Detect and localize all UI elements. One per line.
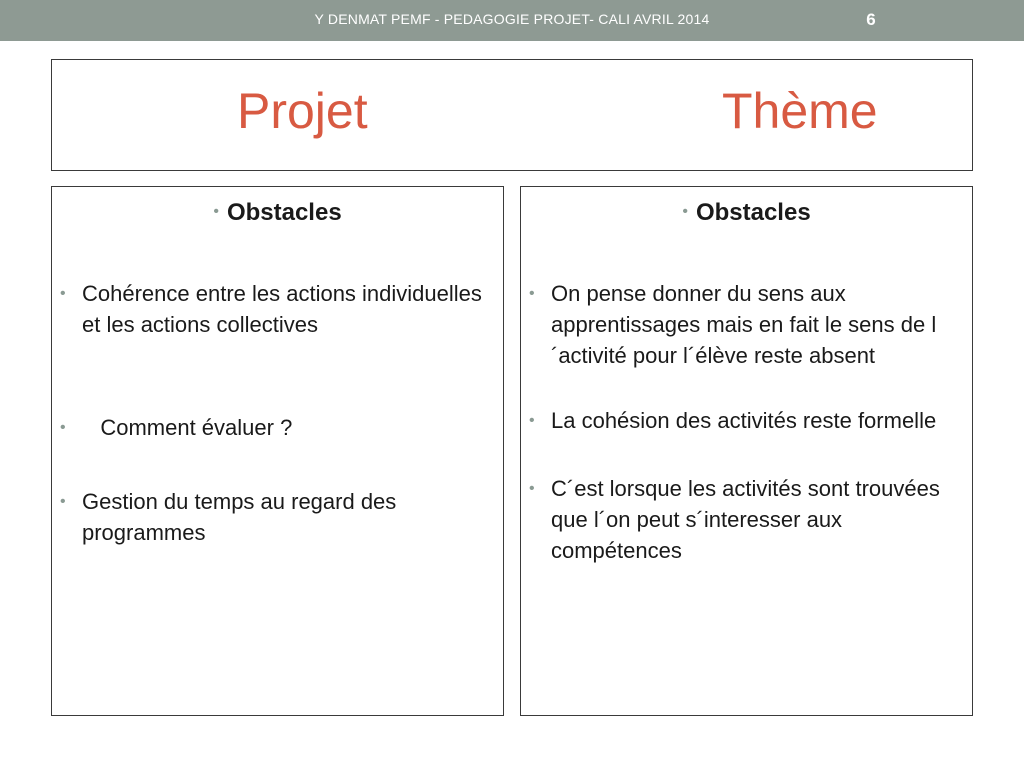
slide-header-bar [0,0,1024,41]
left-item-text: Cohérence entre les actions individuelles et les actions collectives [82,281,482,337]
bullet-icon: • [60,493,66,510]
right-item-text: On pense donner du sens aux apprentissages mais en fait le sens de l´activité pour l´élève reste absent [551,281,937,368]
left-item-text: Comment évaluer ? [82,415,293,440]
title-box [51,59,973,171]
bullet-icon: • [529,480,535,497]
bullet-icon: • [213,203,219,220]
bullet-icon: • [60,285,66,302]
right-list-item [529,405,961,436]
left-item-text: Gestion du temps au regard des programmes [82,489,397,545]
bullet-icon: • [60,419,66,436]
header-caption: Y DENMAT PEMF - PEDAGOGIE PROJET- CALI AVRIL 2014 [314,11,710,27]
left-list-item [60,278,482,340]
left-list-item [60,486,482,548]
right-item-text: La cohésion des activités reste formelle [551,408,937,433]
bullet-icon: • [682,203,688,220]
left-column-heading [52,199,503,227]
right-list-item [529,278,961,371]
title-projet: Projet [237,83,368,139]
right-list-item [529,473,961,566]
bullet-icon: • [529,412,535,429]
left-list-item [60,412,482,443]
left-column-box [51,186,504,716]
left-heading-text: Obstacles [226,199,342,226]
right-column-heading [521,199,972,227]
bullet-icon: • [529,285,535,302]
title-theme: Thème [722,83,878,139]
right-column-box [520,186,973,716]
page-number: 6 [866,10,876,29]
right-item-text: C´est lorsque les activités sont trouvées que l´on peut s´interesser aux compétences [551,476,940,563]
right-heading-text: Obstacles [695,199,811,226]
